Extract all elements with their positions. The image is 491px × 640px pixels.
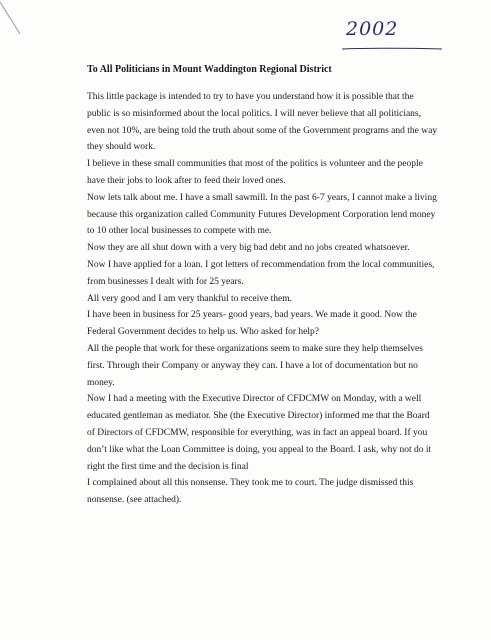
paragraph-organizations: All the people that work for these organizations seem to make sure they help themselves first. Through their Company or anyway they can. I have a lot of documentation but no money.	[87, 343, 423, 388]
scan-edge-mark	[0, 0, 24, 36]
paragraph-meeting: Now I had a meeting with the Executive Director of CFDCMW on Monday, with a well educated gentleman as mediator. She (the Executive Director) informed me that the Board of Directors of CFDCMW, responsible for everything, was in fact an appeal board. If you don’t like what the Loan Committee is doing, you appeal to the Board. I ask, why not do it right the first time and the decision is final	[87, 394, 432, 472]
paragraph-thankful: All very good and I am very thankful to receive them.	[87, 293, 292, 304]
paragraph-business-history: I have been in business for 25 years- good years, bad years. We made it good. Now the Federal Government decides to help us. Who asked for help?	[87, 310, 417, 338]
paragraph-court: I complained about all this nonsense. They took me to court. The judge dismissed this nonsense. (see attached).	[87, 478, 414, 506]
paragraph-sawmill: Now lets talk about me. I have a small sawmill. In the past 6-7 years, I cannot make a living because this organization called Community Futures Development Corporation lend money to 10 other local businesses to compete with me.	[87, 192, 437, 237]
letter-body	[87, 63, 439, 509]
paragraph-intro: This little package is intended to try to have you understand how it is possible that the public is so misinformed about the local politics. I will never believe that all politicians, even not 10%, are being told the truth about some of the Government programs and the way they should work.	[87, 92, 438, 153]
handwritten-year-annotation	[342, 18, 442, 50]
paragraph-loan-application: Now I have applied for a loan. I got letters of recommendation from the local communities, from businesses I dealt with for 25 years.	[87, 259, 435, 287]
paragraph-shut-down: Now they are all shut down with a very big bad debt and no jobs created whatsoever.	[87, 243, 410, 254]
handwritten-underline	[342, 46, 442, 52]
paragraph-volunteer-politics: I believe in these small communities that most of the politics is volunteer and the people have their jobs to look after to feed their loved ones.	[87, 159, 423, 186]
handwritten-year-text: 2002	[346, 18, 399, 40]
letter-heading: To All Politicians in Mount Waddington Regional District	[87, 64, 332, 75]
